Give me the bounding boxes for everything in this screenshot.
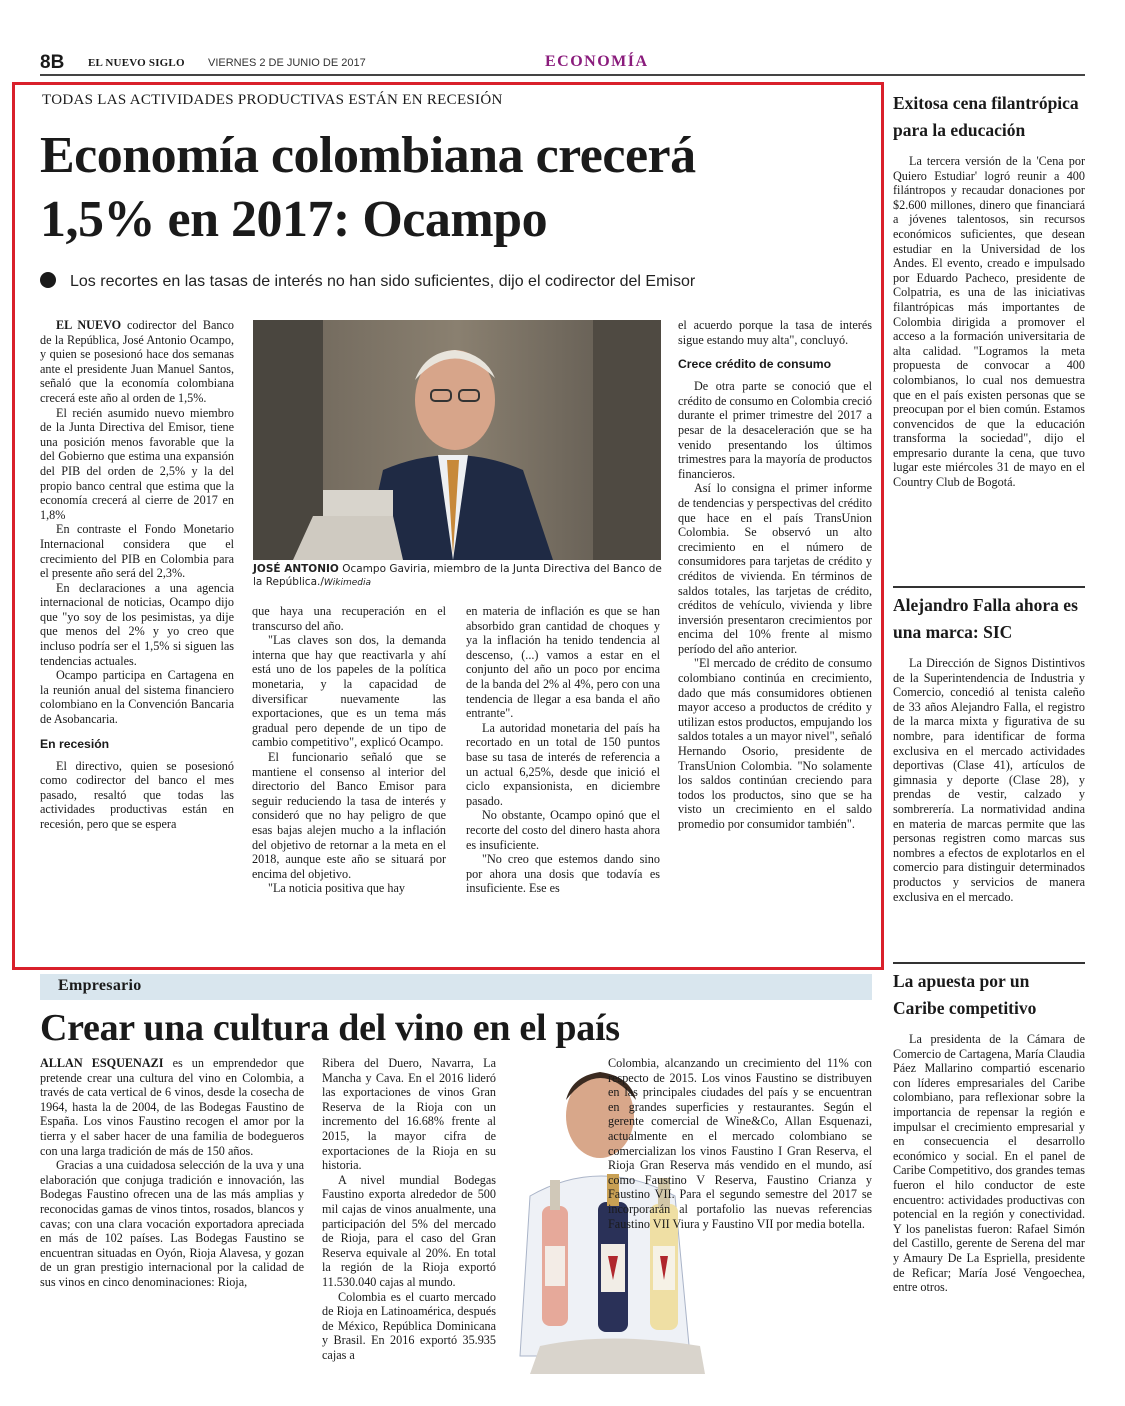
paragraph: Ribera del Duero, Navarra, La Mancha y Cava. En el 2016 lideró las exportaciones de vinos Gran Reserva de la Rioja con un incremento del 16.68% frente al 2015, la mayor cifra de exportaciones de la Rioja en su historia.	[322, 1056, 496, 1173]
article-column-2	[252, 604, 446, 896]
section-label-bar	[40, 974, 872, 1000]
paragraph: "No creo que estemos dando sino por ahora una dosis que todavía es insuficiente. Ese es	[466, 852, 660, 896]
section-name: ECONOMÍA	[545, 53, 649, 70]
paragraph: No obstante, Ocampo opinó que el recorte del costo del dinero hasta ahora es insuficiente.	[466, 808, 660, 852]
caption-text: Ocampo Gaviria, miembro de la Junta Directiva del Banco de la República./	[253, 563, 662, 588]
sidebar-story-2	[893, 592, 1085, 904]
publication-name: EL NUEVO SIGLO	[88, 57, 185, 69]
paragraph: Colombia es el cuarto mercado de Rioja en Latinoamérica, después de México, República Dominicana y Brasil. En 2016 exportó 35.935 cajas a	[322, 1289, 496, 1362]
ocampo-photo	[253, 320, 661, 560]
paragraph: A nivel mundial Bodegas Faustino exporta alrededor de 500 mil cajas de vinos anualmente, una participación del 5% del mercado de Rioja, para el caso del Gran Reserva equivale al 20%. En total la región de la Rioja exportó 11.530.040 cajas al mundo.	[322, 1172, 496, 1289]
paragraph: Gracias a una cuidadosa selección de la uva y una elaboración que conjuga tradición e innovación, las Bodegas Faustino ofrecen una de las más amplias y reconocidas gamas de vinos tintos, rosados, blancos y cavas; con una clara vocación exportadora apreciada en más de 102 países. Las Bodegas Faustino se encuentran situadas en Oyón, Rioja Alavesa, y gozan de un gran prestigio internacional por la calidad de sus vinos en cinco denominaciones: Rioja,	[40, 1158, 304, 1289]
caption-credit: Wikimedia	[323, 578, 372, 588]
paragraph: El directivo, quien se posesionó como codirector del banco el mes pasado, resaltó que todas las actividades productivas están en recesión, pero que se espera	[40, 758, 234, 831]
lead-label: EL NUEVO	[56, 318, 122, 332]
paragraph: El recién asumido nuevo miembro de la Junta Directiva del Emisor, tiene una posición menos favorable que la del Gobierno que estima una expansión del PIB del orden de 2,5% y la del propio banco central que estima que la economía crecerá al cierre de 2017 en 1,8%	[40, 405, 234, 522]
photo-caption	[253, 563, 663, 590]
deck-text: Los recortes en las tasas de interés no han sido suficientes, dijo el codirector del Emisor	[70, 273, 696, 290]
page-number: 8B	[40, 52, 65, 73]
headline-line-2: 1,5% en 2017: Ocampo	[40, 191, 548, 248]
article-column-4	[678, 318, 872, 832]
ocampo-portrait-image	[253, 320, 661, 560]
paragraph: De otra parte se conoció que el crédito de consumo en Colombia creció durante el primer trimestre del 2017 a pesar de la desaceleración que se ha venido presentando los últimos trimestres para la mayoría de productos financieros.	[678, 379, 872, 481]
sidebar-story-1	[893, 90, 1085, 490]
paragraph: "El mercado de crédito de consumo colombiano continúa en crecimiento, dado que más consumidores obtienen mayor acceso a productos de crédito y utilizan estos productos, empujando los saldos totales a un mayor nivel", señaló Hernando Osorio, presidente de TransUnion Colombia. "No solamente los saldos continúan creciendo para todos los productos, sino que se ha visto un crecimiento en el saldo promedio por consumidor también".	[678, 656, 872, 831]
publication-date: VIERNES 2 DE JUNIO DE 2017	[208, 57, 366, 69]
article-column-2	[322, 1056, 496, 1362]
paragraph: que haya una recuperación en el transcurso del año.	[252, 604, 446, 633]
article-column-3	[466, 604, 660, 896]
caption-name: JOSÉ ANTONIO	[253, 563, 339, 575]
masthead	[40, 50, 1085, 76]
paragraph: en materia de inflación es que se han absorbido gran cantidad de choques y ya la inflación ha tenido tendencia al descenso, (...) vamos a estar en el conjunto del año un poco por encima de la banda del 2% al 4%, pero con una tendencia de llegar a esa banda el año entrante".	[466, 604, 660, 721]
bullet-icon	[40, 272, 56, 288]
paragraph: Colombia, alcanzando un crecimiento del 11% con respecto de 2015. Los vinos Faustino se distribuyen en las principales ciudades del país y se encuentran en grandes superficies y restaurantes. Según el gerente comercial de Wine&Co, Allan Esquenazi, actualmente en el mercado colombiano se comercializan los vinos Faustino I Gran Reserva, el Rioja Gran Reserva más vendido en el mundo, así como Faustino V Reserva, Faustino Crianza y Faustino VII. Para el segundo semestre del 2017 se incorporarán al portafolio las nuevas referencias Faustino VII Viura y Faustino VII por media botella.	[608, 1056, 872, 1231]
paragraph: Así lo consigna el primer informe de tendencias y perspectivas del crédito que hace en el país TransUnion Colombia. Se observó un alto crecimiento en el número de consumidores para tarjetas de crédito y créditos de vivienda. En términos de saldos totales, las tarjetas de crédito, créditos de vehículo, vivienda y libre inversión presentaron crecimientos por encima del 10% frente al mismo período del año anterior.	[678, 481, 872, 656]
sidebar-text: La Dirección de Signos Distintivos de la Superintendencia de Industria y Comercio, concedió al tenista caleño de 33 años Alejandro Falla, el registro de la marca mixta y figurativa de su nombre, para identificar de forma exclusiva en el mercado actividades deportivas (Clase 41), artículos de gimnasia y deporte (Clase 28), y prendas de vestir, calzado y sombrerería. La normatividad andina en materia de marcas permite que las personas registren como marcas sus nombres a efectos de explotarlos en el comercio para distinguir determinados productos y servicios de manera exclusiva en el mercado.	[893, 656, 1085, 904]
article-column-3	[608, 1056, 872, 1231]
sidebar-text: La presidenta de la Cámara de Comercio de Cartagena, María Claudia Páez Mallarino compartió escenario con líderes empresariales del Caribe colombiano, para reflexionar sobre la importancia de repensar la región e impulsar el crecimiento empresarial y en consecuencia el desarrollo económico y social. En el panel de Caribe Competitivo, dos grandes temas fueron el hilo conductor de este encuentro: actividades productivas con potencial en la región y conectividad. Y los panelistas fueron: Rafael Simón del Castillo, gerente de Serena del mar y Amaury De La Espriella, presidente de Reficar; María José Vengoechea, entre otros.	[893, 1032, 1085, 1295]
headline-line-1: Economía colombiana crecerá	[40, 127, 696, 184]
paragraph: En contraste el Fondo Monetario Internacional considera que el crecimiento del PIB en Colombia para el presente año será del 2,3%.	[40, 522, 234, 581]
sidebar-headline: La apuesta por un Caribe competitivo	[893, 971, 1037, 1018]
paragraph: La autoridad monetaria del país ha recortado en un total de 150 puntos base su tasa de interés de referencia a un actual 6,25%, desde que inició el ciclo expansionista, en diciembre pasado.	[466, 720, 660, 808]
sidebar-divider	[893, 962, 1085, 964]
article-column-1	[40, 1056, 304, 1290]
section-label: Empresario	[58, 977, 142, 994]
sidebar-text: La tercera versión de la 'Cena por Quiero Estudiar' logró reunir a 400 filántropos y recaudar donaciones por $2.600 millones, dinero que financiará a jóvenes talentosos, sin recursos económicos suficientes, que desean estudiar en la Universidad de los Andes. El evento, creado e impulsado por Eduardo Pacheco, presidente de Colpatria, es una de las iniciativas filantrópicas más importantes de Colombia dirigida a promover el acceso a la formación universitaria de alta calidad. "Logramos la meta propuesta de convocar a 400 colombianos, lo cual nos demuestra que en el país existen personas que se preocupan por el bien común. Estamos convencidos de que la educación transforma la sociedad", dijo el empresario durante la cena, que tuvo lugar este miércoles 31 de mayo en el Country Club de Bogotá.	[893, 154, 1085, 490]
sidebar-headline: Exitosa cena filantrópica para la educación	[893, 93, 1079, 140]
sidebar-divider	[893, 586, 1085, 588]
sidebar-headline: Alejandro Falla ahora es una marca: SIC	[893, 595, 1078, 642]
article-column-1	[40, 318, 234, 832]
subheading: En recesión	[40, 736, 110, 751]
lead-label: ALLAN ESQUENAZI	[40, 1056, 164, 1070]
article-headline	[40, 124, 880, 252]
article-headline: Crear una cultura del vino en el país	[40, 1007, 620, 1049]
paragraph: "Las claves son dos, la demanda interna que hay que reactivarla y ahí está uno de los papeles de la política monetaria, y la capacidad de diversificar nuevamente las exportaciones, que es un tema más gradual pero depende de un tipo de cambio competitivo", explicó Ocampo.	[252, 633, 446, 750]
article-kicker: TODAS LAS ACTIVIDADES PRODUCTIVAS ESTÁN EN RECESIÓN	[42, 92, 503, 108]
sidebar-story-3	[893, 968, 1085, 1295]
paragraph: es un emprendedor que pretende crear una cultura del vino en Colombia, a través de cata vertical de 6 vinos, desde la cosecha de 1964, hasta la de 2004, de las Bodegas Faustino de España. Los vinos Faustino recogen el amor por la tierra y el saber hacer de una familia de bodegueros con una larga tradición de más de 150 años.	[40, 1056, 304, 1158]
paragraph: el acuerdo porque la tasa de interés sigue estando muy alta", concluyó.	[678, 318, 872, 347]
subheading: Crece crédito de consumo	[678, 357, 832, 372]
paragraph: "La noticia positiva que hay	[268, 881, 405, 896]
article-deck	[40, 272, 695, 291]
paragraph: El funcionario señaló que se mantiene el consenso al interior del directorio del Banco Emisor para seguir reduciendo la tasa de interés y consideró que no hay peligro de que esas bajas alejen mucho a la inflación del objetivo de retornar a la meta en el 2018, aunque este año se situará por encima del objetivo.	[252, 749, 446, 881]
paragraph: codirector del Banco de la República, José Antonio Ocampo, y quien se posesionó hace dos semanas ante el presidente Juan Manuel Santos, señaló que la economía colombiana crecerá este año al orden de 1,5%.	[40, 318, 234, 405]
paragraph: En declaraciones a una agencia internacional de noticias, Ocampo dijo que "yo soy de los pesimistas, ya dije que menos del 2% y yo creo que incluso podría ser el 1,5% si siguen las tendencias actuales.	[40, 580, 234, 668]
paragraph: Ocampo participa en Cartagena en la reunión anual del sistema financiero colombiano en la Convención Bancaria de Asobancaria.	[40, 668, 234, 727]
